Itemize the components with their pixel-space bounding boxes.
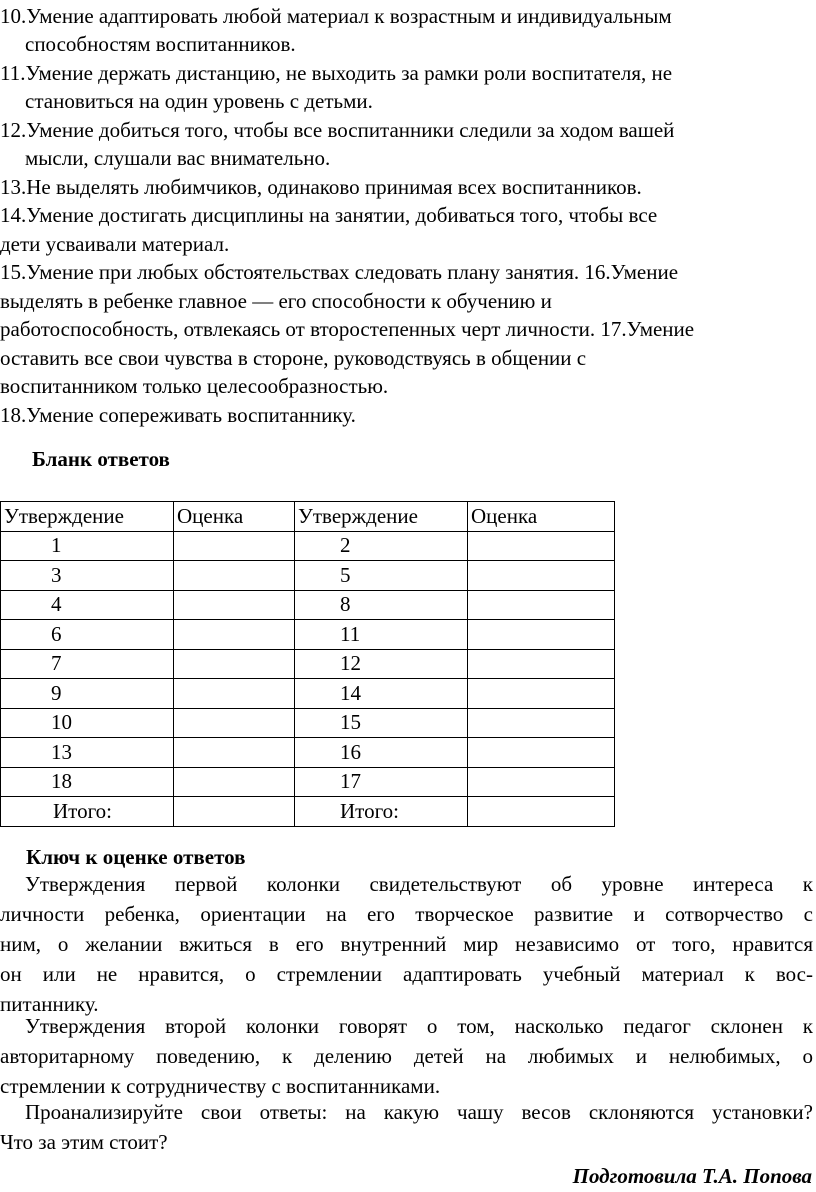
table-header-cell: Утверждение [295,502,468,532]
list-item-14-line-1: 14.Умение достигать дисциплины на занятии, добиваться того, чтобы все [0,203,658,227]
paragraph-line: он или не нравится, о стремлении адаптировать учебный материал к вос- [0,962,813,986]
score-input-cell[interactable] [174,708,295,738]
list-item-14-line-2: дети усваивали материал. [0,232,230,256]
score-input-cell[interactable] [468,531,615,561]
answer-table [0,501,615,827]
statement-cell: 16 [295,738,468,768]
statement-cell: 6 [1,620,174,650]
score-input-cell[interactable] [468,767,615,797]
statement-cell: 12 [295,649,468,679]
table-row [1,561,615,591]
key-paragraph-2 [0,1011,813,1101]
table-total-row [1,797,615,827]
score-input-cell[interactable] [468,590,615,620]
key-heading: Ключ к оценке ответов [26,845,246,869]
table-header-row [1,502,615,532]
table-row [1,738,615,768]
score-input-cell[interactable] [174,767,295,797]
score-input-cell[interactable] [174,738,295,768]
total-label: Итого: [1,797,174,827]
list-item-12-line-2: мысли, слушали вас внимательно. [25,146,331,170]
list-item-15-line-1: 15.Умение при любых обстоятельствах следовать плану занятия. 16.Умение [0,260,679,284]
score-input-cell[interactable] [468,620,615,650]
list-item-18: 18.Умение сопереживать воспитаннику. [0,403,356,427]
score-input-cell[interactable] [174,679,295,709]
list-item-17-line-1: оставить все свои чувства в стороне, руководствуясь в общении с [0,346,587,370]
score-input-cell[interactable] [468,561,615,591]
table-header-cell: Оценка [174,502,295,532]
statement-cell: 4 [1,590,174,620]
paragraph-line: Утверждения второй колонки говорят о том, насколько педагог склонен к [25,1014,813,1038]
total-input-cell[interactable] [468,797,615,827]
author-signature: Подготовила Т.А. Попова [572,1164,812,1188]
table-header-cell: Оценка [468,502,615,532]
paragraph-line: Проанализируйте свои ответы: на какую чашу весов склоняются установки? [25,1100,813,1124]
list-item-17-line-2: воспитанником только целесообразностью. [0,374,389,398]
total-input-cell[interactable] [174,797,295,827]
list-item-12-line-1: 12.Умение добиться того, чтобы все воспитанники следили за ходом вашей [0,118,675,142]
list-item-16-line-2: работоспособность, отвлекаясь от второстепенных черт личности. 17.Умение [0,317,695,341]
score-input-cell[interactable] [468,708,615,738]
total-label: Итого: [295,797,468,827]
statement-cell: 13 [1,738,174,768]
paragraph-line: питаннику. [0,992,99,1016]
statement-cell: 15 [295,708,468,738]
table-row [1,708,615,738]
paragraph-line: Что за этим стоит? [0,1130,168,1154]
score-input-cell[interactable] [174,561,295,591]
score-input-cell[interactable] [174,649,295,679]
list-item-16-line-1: выделять в ребенке главное — его способности к обучению и [0,289,552,313]
score-input-cell[interactable] [174,531,295,561]
table-row [1,620,615,650]
statement-cell: 10 [1,708,174,738]
statement-cell: 14 [295,679,468,709]
statement-cell: 8 [295,590,468,620]
paragraph-line: авторитарному поведению, к делению детей на любимых и нелюбимых, о [0,1044,813,1068]
paragraph-line: Утверждения первой колонки свидетельствуют об уровне интереса к [25,872,813,896]
statement-cell: 3 [1,561,174,591]
score-input-cell[interactable] [174,590,295,620]
statement-cell: 5 [295,561,468,591]
statement-cell: 2 [295,531,468,561]
paragraph-line: стремлении к сотрудничеству с воспитанниками. [0,1074,441,1098]
statement-cell: 17 [295,767,468,797]
statement-cell: 7 [1,649,174,679]
table-row [1,531,615,561]
list-item-10-line-2: способностям воспитанников. [25,32,296,56]
paragraph-line: личности ребенка, ориентации на его творческое развитие и сотворчество с [0,902,813,926]
list-item-10-line-1: 10.Умение адаптировать любой материал к возрастным и индивидуальным [0,4,672,28]
table-row [1,679,615,709]
key-paragraph-1 [0,869,813,1019]
paragraph-line: ним, о желании вжиться в его внутренний мир независимо от того, нравится [0,932,813,956]
table-header-cell: Утверждение [1,502,174,532]
score-input-cell[interactable] [468,738,615,768]
table-row [1,649,615,679]
key-paragraph-3 [0,1097,813,1157]
score-input-cell[interactable] [468,679,615,709]
score-input-cell[interactable] [174,620,295,650]
table-row [1,767,615,797]
list-item-11-line-1: 11.Умение держать дистанцию, не выходить за рамки роли воспитателя, не [0,61,673,85]
list-item-11-line-2: становиться на один уровень с детьми. [25,89,373,113]
statement-cell: 1 [1,531,174,561]
statement-cell: 9 [1,679,174,709]
statement-cell: 11 [295,620,468,650]
table-row [1,590,615,620]
list-item-13: 13.Не выделять любимчиков, одинаково принимая всех воспитанников. [0,175,642,199]
blank-heading: Бланк ответов [32,447,170,471]
statement-cell: 18 [1,767,174,797]
score-input-cell[interactable] [468,649,615,679]
